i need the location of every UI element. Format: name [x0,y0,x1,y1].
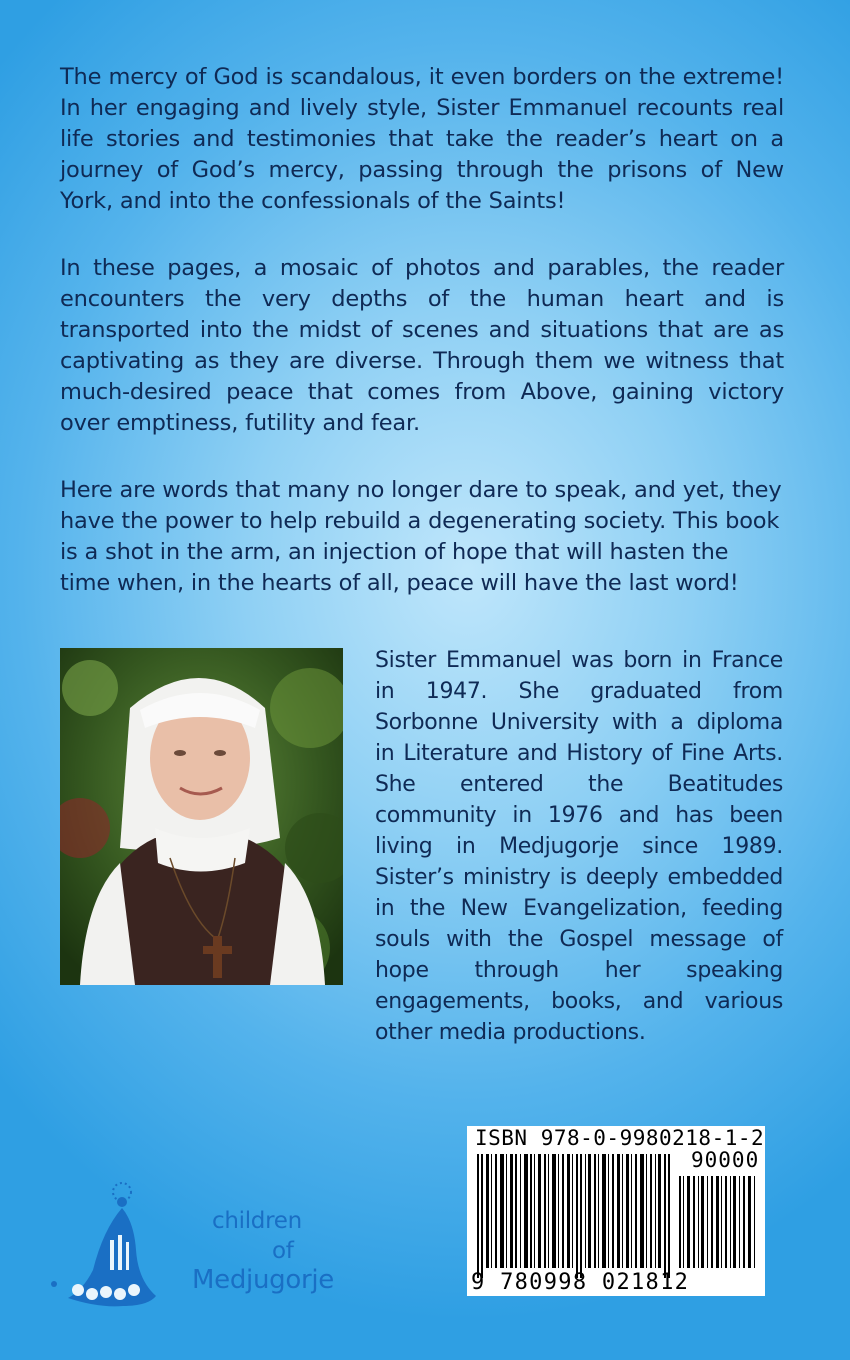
author-bio: Sister Emmanuel was born in France in 1947. She graduated from Sorbonne University with a diploma in Literature and History of Fine Arts. She entered the Beatitudes community in 1976 and has been living in Medjugorje since 1989. Sister’s ministry is deeply embedded in the New Evangelization, feeding souls with the Gospel message of hope through her speaking engagements, books, and various other media productions. [375,648,783,1045]
isbn-label: ISBN 978-0-9980218-1-2 [475,1126,765,1150]
description-paragraph-1: The mercy of God is scandalous, it even borders on the extreme! In her engaging and lively style, Sister Emmanuel recounts real life stories and testimonies that take the reader’s heart on a journey of God’s mercy, passing through the prisons of New York, and into the confessionals of the Saints! [60,64,784,214]
description-paragraph-2: In these pages, a mosaic of photos and parables, the reader encounters the very depths of the human heart and is transported into the midst of scenes and situations that are as captivating as they are diverse. Through them we witness that much-desired peace that comes from Above, gaining victory over emptiness, futility and fear. [60,255,784,436]
description-paragraph-3: Here are words that many no longer dare to speak, and yet, they have the power to help rebuild a degenerating society. This book is a shot in the arm, an injection of hope that will hasten the time when, in the hearts of all, peace will have the last word! [60,477,782,596]
publisher-name-line-2: of [272,1238,294,1264]
publisher-name-line-3: Medjugorje [192,1265,334,1295]
publisher-logo-icon [48,1180,158,1312]
price-code: 90000 [691,1148,760,1172]
author-photo [60,648,343,985]
isbn-barcode [467,1126,765,1296]
publisher-name-line-1: children [212,1208,302,1234]
ean-digits: 9 780998 021812 [471,1270,690,1295]
